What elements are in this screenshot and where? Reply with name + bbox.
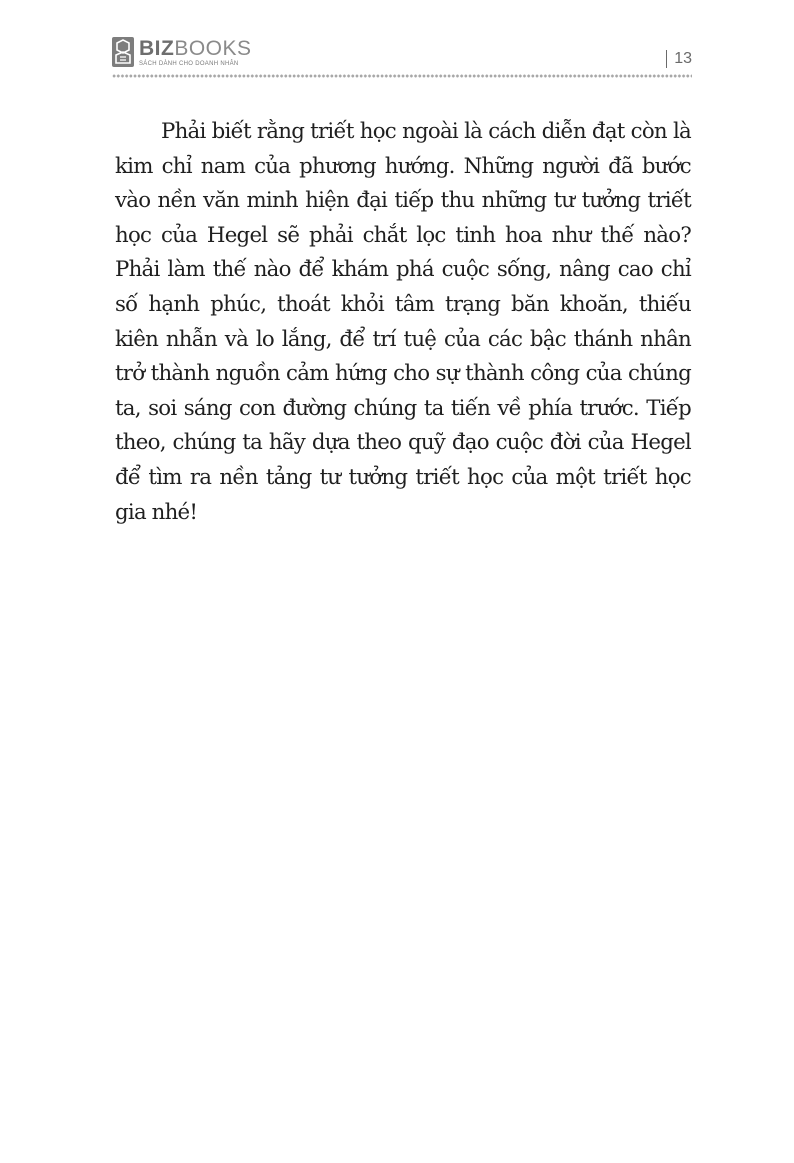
logo-wordmark xyxy=(139,38,252,59)
logo-brand-books: BOOKS xyxy=(174,36,252,60)
publisher-logo xyxy=(112,34,252,70)
body-paragraph: Phải biết rằng triết học ngoài là cách diễn đạt còn là kim chỉ nam của phương hướng. Những người đã bước vào nền văn minh hiện đại tiếp thu những tư tưởng triết học của Hegel sẽ phải chắt lọc tinh hoa như thế nào? Phải làm thế nào để khám phá cuộc sống, nâng cao chỉ số hạnh phúc, thoát khỏi tâm trạng băn khoăn, thiếu kiên nhẫn và lo lắng, để trí tuệ của các bậc thánh nhân trở thành nguồn cảm hứng cho sự thành công của chúng ta, soi sáng con đường chúng ta tiến về phía trước. Tiếp theo, chúng ta hãy dựa theo quỹ đạo cuộc đời của Hegel để tìm ra nền tảng tư tưởng triết học của một triết học gia nhé! xyxy=(115,119,691,525)
page-number-value: 13 xyxy=(674,50,692,67)
header-dotted-rule xyxy=(112,74,692,78)
logo-text xyxy=(139,38,252,67)
page-header xyxy=(112,34,692,80)
bizbooks-logo-icon xyxy=(112,37,134,67)
logo-tagline: SÁCH DÀNH CHO DOANH NHÂN xyxy=(139,60,239,67)
page-number xyxy=(666,50,692,68)
logo-brand-biz: BIZ xyxy=(139,36,175,60)
page-body xyxy=(115,115,691,530)
page-number-divider xyxy=(666,50,667,68)
